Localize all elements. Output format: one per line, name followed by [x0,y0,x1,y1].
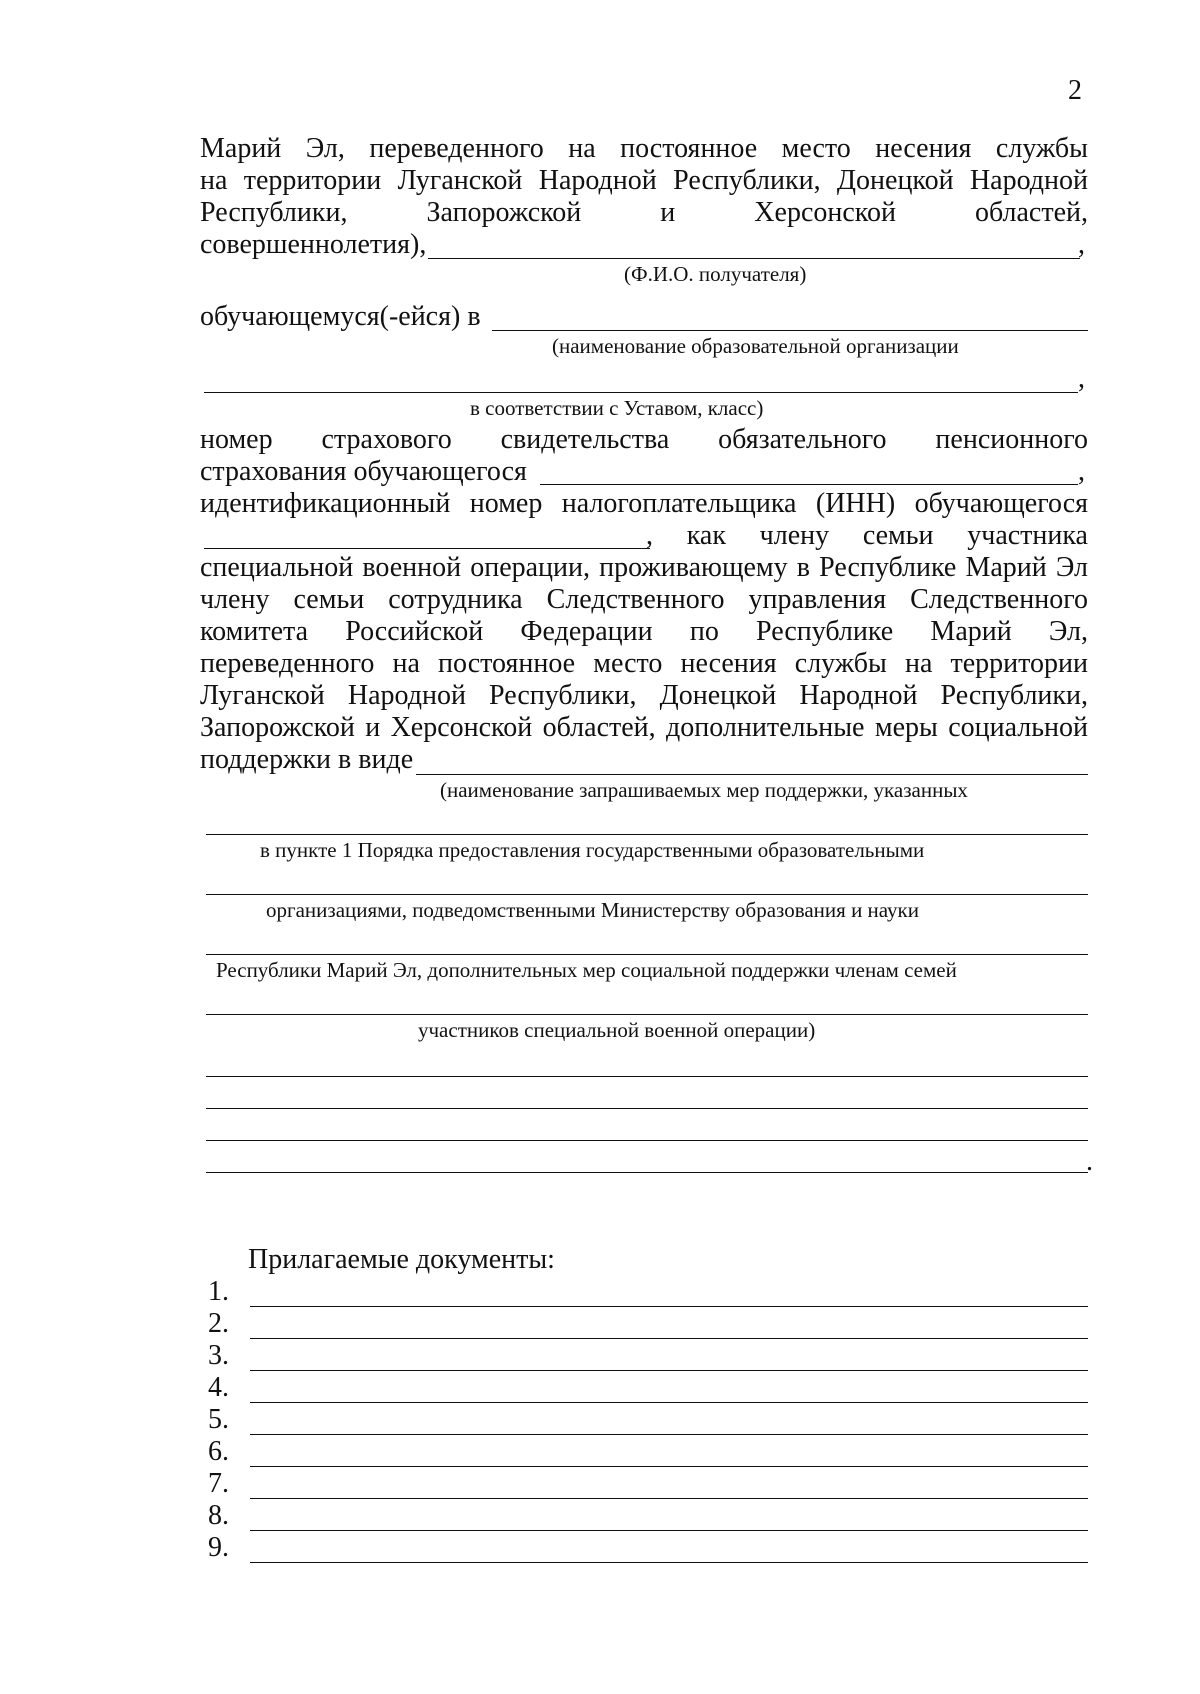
snils-comma: , [1078,456,1085,487]
support-line-4[interactable] [206,954,1088,955]
attachment-number: 3. [208,1340,229,1371]
attachments-heading: Прилагаемые документы: [248,1244,555,1275]
attachment-line[interactable] [250,1562,1088,1563]
caption-support-2: в пункте 1 Порядка предоставления государственными образовательными [260,838,925,862]
organization-line-2[interactable] [204,392,1078,393]
attachment-line[interactable] [250,1402,1088,1403]
inn-line[interactable] [204,548,650,549]
caption-support-5: участников специальной военной операции) [418,1018,816,1042]
attachment-number: 6. [208,1436,229,1467]
support-line-5[interactable] [206,1014,1088,1015]
organization-line[interactable] [492,330,1088,331]
organization-comma: , [1078,363,1085,394]
intro-line-4-comma: , [1078,229,1085,260]
attachment-line[interactable] [250,1306,1088,1307]
body-line-6: Запорожской и Херсонской областей, дополнительные меры социальной [200,712,1088,743]
attachment-number: 1. [208,1276,229,1307]
caption-organization: (наименование образовательной организации [552,334,959,358]
caption-recipient-name: (Ф.И.О. получателя) [624,262,807,286]
intro-line-4: совершеннолетия), [200,229,427,260]
page-number: 2 [1068,75,1082,106]
attachment-line[interactable] [250,1370,1088,1371]
blank-line-3[interactable] [206,1140,1088,1141]
intro-line-1: Марий Эл, переведенного на постоянное место несения службы [200,133,1088,164]
attachment-line[interactable] [250,1434,1088,1435]
attachment-line[interactable] [250,1498,1088,1499]
final-period: . [1086,1146,1093,1177]
blank-line-4[interactable] [206,1172,1088,1173]
support-line-2[interactable] [206,834,1088,835]
study-label: обучающемуся(-ейся) в [200,301,481,332]
snils-line[interactable] [540,484,1078,485]
snils-line-2: страхования обучающегося [200,456,527,487]
attachment-line[interactable] [250,1466,1088,1467]
attachment-number: 4. [208,1372,229,1403]
caption-class: в соответствии с Уставом, класс) [470,396,764,420]
intro-line-3: Республики, Запорожской и Херсонской областей, [200,197,1088,228]
inn-line-1: идентификационный номер налогоплательщика (ИНН) обучающегося [200,488,1088,519]
support-line-3[interactable] [206,894,1088,895]
blank-line-2[interactable] [206,1108,1088,1109]
recipient-name-line[interactable] [428,258,1080,259]
body-line-5: Луганской Народной Республики, Донецкой Народной Республики, [200,680,1088,711]
caption-support-1: (наименование запрашиваемых мер поддержки, указанных [440,778,968,802]
intro-line-2: на территории Луганской Народной Республики, Донецкой Народной [200,165,1088,196]
attachment-line[interactable] [250,1338,1088,1339]
attachment-line[interactable] [250,1530,1088,1531]
body-line-2: члену семьи сотрудника Следственного управления Следственного [200,584,1088,615]
body-line-1: специальной военной операции, проживающему в Республике Марий Эл [200,552,1088,583]
body-line-3: комитета Российской Федерации по Республике Марий Эл, [200,616,1088,647]
support-line-1[interactable] [416,774,1088,775]
blank-line-1[interactable] [206,1076,1088,1077]
body-line-7: поддержки в виде [200,744,414,775]
attachment-number: 2. [208,1308,229,1339]
attachment-number: 5. [208,1404,229,1435]
attachment-number: 7. [208,1468,229,1499]
caption-support-3: организациями, подведомственными Министерству образования и науки [266,898,919,922]
snils-line-1: номер страхового свидетельства обязательного пенсионного [200,424,1088,455]
inn-line-2: , как члену семьи участника [646,520,1088,551]
attachment-number: 9. [208,1532,229,1563]
caption-support-4: Республики Марий Эл, дополнительных мер социальной поддержки членам семей [216,958,957,982]
attachment-number: 8. [208,1500,229,1531]
body-line-4: переведенного на постоянное место несения службы на территории [200,648,1088,679]
